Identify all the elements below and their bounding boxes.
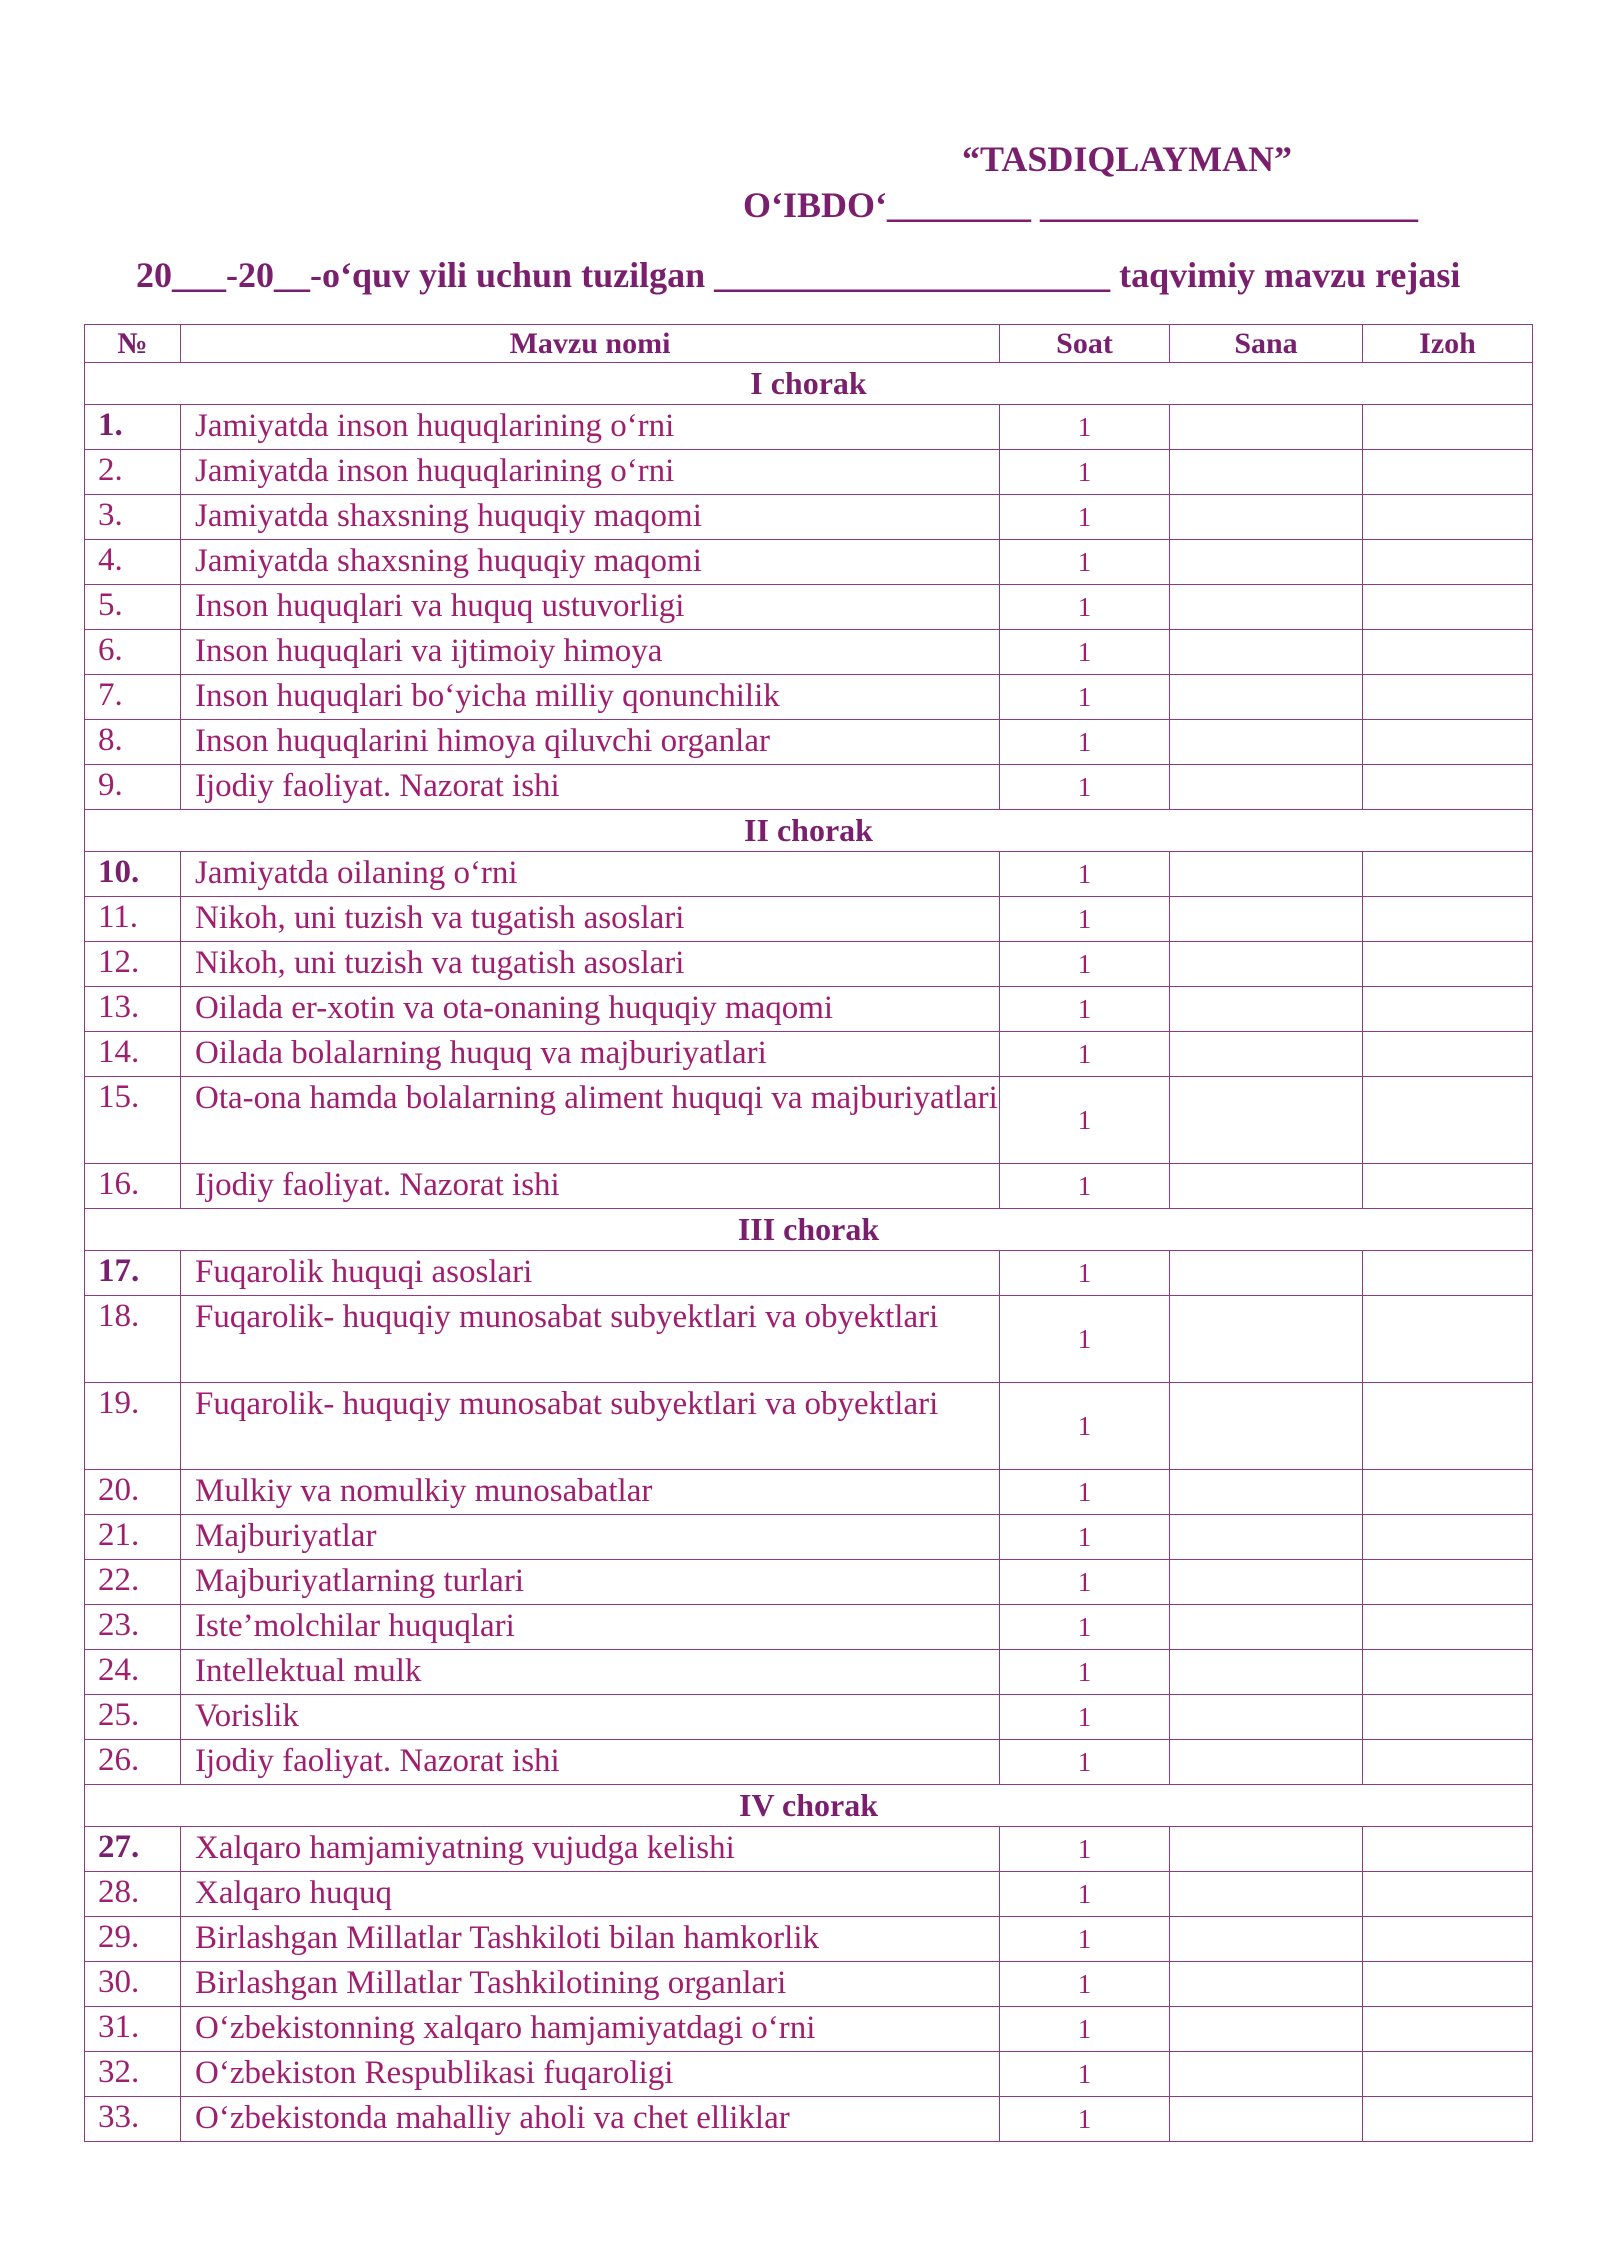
table-row: [85, 987, 1533, 1032]
table-row: [85, 2052, 1533, 2097]
lesson-date-cell: [1170, 1077, 1363, 1164]
lesson-number: 16.: [85, 1164, 181, 1209]
quarter-title: IV chorak: [85, 1785, 1533, 1827]
lesson-topic: Vorislik: [181, 1695, 1000, 1740]
lesson-date-cell: [1170, 2097, 1363, 2142]
lesson-note-cell: [1363, 1872, 1533, 1917]
lesson-number: 20.: [85, 1470, 181, 1515]
lesson-number: 7.: [85, 675, 181, 720]
lesson-date-cell: [1170, 405, 1363, 450]
lesson-number: 22.: [85, 1560, 181, 1605]
lesson-date-cell: [1170, 585, 1363, 630]
lesson-hours: 1: [1000, 495, 1170, 540]
lesson-date-cell: [1170, 2007, 1363, 2052]
quarter-title: II chorak: [85, 810, 1533, 852]
lesson-hours: 1: [1000, 942, 1170, 987]
lesson-topic: Birlashgan Millatlar Tashkilotining organlari: [181, 1962, 1000, 2007]
lesson-date-cell: [1170, 495, 1363, 540]
lesson-number: 28.: [85, 1872, 181, 1917]
table-row: [85, 1077, 1533, 1164]
lesson-date-cell: [1170, 1470, 1363, 1515]
lesson-note-cell: [1363, 1296, 1533, 1383]
table-row: [85, 1296, 1533, 1383]
lesson-date-cell: [1170, 1917, 1363, 1962]
lesson-hours: 1: [1000, 1560, 1170, 1605]
lesson-note-cell: [1363, 1032, 1533, 1077]
lesson-number: 1.: [85, 405, 181, 450]
lesson-note-cell: [1363, 630, 1533, 675]
lesson-note-cell: [1363, 1917, 1533, 1962]
lesson-note-cell: [1363, 897, 1533, 942]
lesson-hours: 1: [1000, 1962, 1170, 2007]
table-row: [85, 1917, 1533, 1962]
lesson-note-cell: [1363, 1515, 1533, 1560]
lesson-topic: Ijodiy faoliyat. Nazorat ishi: [181, 1164, 1000, 1209]
lesson-note-cell: [1363, 1077, 1533, 1164]
lesson-date-cell: [1170, 765, 1363, 810]
lesson-topic: Oilada bolalarning huquq va majburiyatlari: [181, 1032, 1000, 1077]
lesson-date-cell: [1170, 1251, 1363, 1296]
lesson-note-cell: [1363, 675, 1533, 720]
lesson-hours: 1: [1000, 450, 1170, 495]
lesson-hours: 1: [1000, 1296, 1170, 1383]
quarter-row: [85, 363, 1533, 405]
lesson-hours: 1: [1000, 720, 1170, 765]
lesson-date-cell: [1170, 897, 1363, 942]
lesson-hours: 1: [1000, 1650, 1170, 1695]
lesson-note-cell: [1363, 1383, 1533, 1470]
lesson-number: 26.: [85, 1740, 181, 1785]
lesson-hours: 1: [1000, 765, 1170, 810]
table-body: [85, 363, 1533, 2142]
lesson-number: 4.: [85, 540, 181, 585]
quarter-row: [85, 1209, 1533, 1251]
lesson-hours: 1: [1000, 1740, 1170, 1785]
table-row: [85, 1560, 1533, 1605]
quarter-row: [85, 810, 1533, 852]
lesson-hours: 1: [1000, 1605, 1170, 1650]
table-row: [85, 765, 1533, 810]
lesson-date-cell: [1170, 2052, 1363, 2097]
quarter-row: [85, 1785, 1533, 1827]
lesson-note-cell: [1363, 2052, 1533, 2097]
thematic-plan-table: [84, 324, 1533, 2142]
table-row: [85, 897, 1533, 942]
lesson-hours: 1: [1000, 852, 1170, 897]
lesson-topic: Jamiyatda shaxsning huquqiy maqomi: [181, 540, 1000, 585]
lesson-number: 17.: [85, 1251, 181, 1296]
lesson-topic: Inson huquqlari va huquq ustuvorligi: [181, 585, 1000, 630]
lesson-hours: 1: [1000, 1470, 1170, 1515]
table-row: [85, 1470, 1533, 1515]
lesson-number: 31.: [85, 2007, 181, 2052]
lesson-note-cell: [1363, 1827, 1533, 1872]
lesson-hours: 1: [1000, 1827, 1170, 1872]
lesson-note-cell: [1363, 1650, 1533, 1695]
lesson-note-cell: [1363, 405, 1533, 450]
table-row: [85, 1032, 1533, 1077]
lesson-topic: O‘zbekiston Respublikasi fuqaroligi: [181, 2052, 1000, 2097]
lesson-hours: 1: [1000, 1383, 1170, 1470]
lesson-topic: Ijodiy faoliyat. Nazorat ishi: [181, 765, 1000, 810]
lesson-number: 9.: [85, 765, 181, 810]
lesson-topic: Jamiyatda shaxsning huquqiy maqomi: [181, 495, 1000, 540]
lesson-number: 19.: [85, 1383, 181, 1470]
table-row: [85, 405, 1533, 450]
lesson-hours: 1: [1000, 675, 1170, 720]
table-row: [85, 2007, 1533, 2052]
lesson-number: 15.: [85, 1077, 181, 1164]
quarter-title: III chorak: [85, 1209, 1533, 1251]
lesson-number: 5.: [85, 585, 181, 630]
lesson-note-cell: [1363, 2007, 1533, 2052]
column-header-date: Sana: [1170, 325, 1363, 363]
table-row: [85, 1515, 1533, 1560]
table-row: [85, 852, 1533, 897]
lesson-number: 12.: [85, 942, 181, 987]
lesson-hours: 1: [1000, 2052, 1170, 2097]
lesson-date-cell: [1170, 720, 1363, 765]
table-row: [85, 1872, 1533, 1917]
lesson-topic: Fuqarolik- huquqiy munosabat subyektlari va obyektlari: [181, 1296, 1000, 1383]
lesson-note-cell: [1363, 1962, 1533, 2007]
lesson-topic: Mulkiy va nomulkiy munosabatlar: [181, 1470, 1000, 1515]
lesson-note-cell: [1363, 540, 1533, 585]
lesson-date-cell: [1170, 630, 1363, 675]
lesson-date-cell: [1170, 1695, 1363, 1740]
lesson-hours: 1: [1000, 1917, 1170, 1962]
quarter-title: I chorak: [85, 363, 1533, 405]
plan-title: 20___-20__-o‘quv yili uchun tuzilgan ______________________ taqvimiy mavzu rejasi: [136, 255, 1461, 295]
table-header-row: [85, 325, 1533, 363]
lesson-hours: 1: [1000, 405, 1170, 450]
lesson-hours: 1: [1000, 1872, 1170, 1917]
table-row: [85, 1605, 1533, 1650]
lesson-hours: 1: [1000, 585, 1170, 630]
lesson-note-cell: [1363, 1164, 1533, 1209]
lesson-number: 8.: [85, 720, 181, 765]
lesson-note-cell: [1363, 1695, 1533, 1740]
table-row: [85, 495, 1533, 540]
lesson-date-cell: [1170, 1872, 1363, 1917]
lesson-hours: 1: [1000, 1032, 1170, 1077]
column-header-note: Izoh: [1363, 325, 1533, 363]
lesson-number: 11.: [85, 897, 181, 942]
lesson-number: 3.: [85, 495, 181, 540]
lesson-date-cell: [1170, 450, 1363, 495]
lesson-topic: Nikoh, uni tuzish va tugatish asoslari: [181, 942, 1000, 987]
lesson-hours: 1: [1000, 1695, 1170, 1740]
table-row: [85, 1740, 1533, 1785]
lesson-date-cell: [1170, 1827, 1363, 1872]
approval-title: “TASDIQLAYMAN”: [962, 139, 1293, 179]
lesson-hours: 1: [1000, 1515, 1170, 1560]
lesson-topic: Inson huquqlari va ijtimoiy himoya: [181, 630, 1000, 675]
lesson-number: 18.: [85, 1296, 181, 1383]
lesson-topic: Fuqarolik huquqi asoslari: [181, 1251, 1000, 1296]
lesson-note-cell: [1363, 1251, 1533, 1296]
lesson-date-cell: [1170, 1383, 1363, 1470]
lesson-date-cell: [1170, 1164, 1363, 1209]
table-row: [85, 720, 1533, 765]
lesson-note-cell: [1363, 1470, 1533, 1515]
lesson-hours: 1: [1000, 2097, 1170, 2142]
lesson-topic: O‘zbekistonda mahalliy aholi va chet elliklar: [181, 2097, 1000, 2142]
lesson-topic: Nikoh, uni tuzish va tugatish asoslari: [181, 897, 1000, 942]
lesson-note-cell: [1363, 495, 1533, 540]
table-row: [85, 585, 1533, 630]
lesson-topic: Majburiyatlar: [181, 1515, 1000, 1560]
lesson-date-cell: [1170, 1962, 1363, 2007]
table-row: [85, 2097, 1533, 2142]
lesson-hours: 1: [1000, 897, 1170, 942]
lesson-note-cell: [1363, 765, 1533, 810]
column-header-hours: Soat: [1000, 325, 1170, 363]
lesson-topic: Fuqarolik- huquqiy munosabat subyektlari va obyektlari: [181, 1383, 1000, 1470]
table-row: [85, 1164, 1533, 1209]
lesson-date-cell: [1170, 987, 1363, 1032]
table-row: [85, 1695, 1533, 1740]
lesson-topic: O‘zbekistonning xalqaro hamjamiyatdagi o‘rni: [181, 2007, 1000, 2052]
approval-org-line: O‘IBDO‘________ _____________________: [743, 185, 1418, 225]
lesson-number: 32.: [85, 2052, 181, 2097]
lesson-note-cell: [1363, 720, 1533, 765]
lesson-note-cell: [1363, 1560, 1533, 1605]
lesson-note-cell: [1363, 2097, 1533, 2142]
column-header-number: №: [85, 325, 181, 363]
lesson-hours: 1: [1000, 2007, 1170, 2052]
table-row: [85, 1650, 1533, 1695]
lesson-date-cell: [1170, 852, 1363, 897]
lesson-date-cell: [1170, 1560, 1363, 1605]
lesson-number: 29.: [85, 1917, 181, 1962]
lesson-number: 27.: [85, 1827, 181, 1872]
lesson-number: 21.: [85, 1515, 181, 1560]
lesson-topic: Majburiyatlarning turlari: [181, 1560, 1000, 1605]
lesson-topic: Iste’molchilar huquqlari: [181, 1605, 1000, 1650]
lesson-note-cell: [1363, 1740, 1533, 1785]
lesson-hours: 1: [1000, 1251, 1170, 1296]
lesson-topic: Ijodiy faoliyat. Nazorat ishi: [181, 1740, 1000, 1785]
lesson-number: 6.: [85, 630, 181, 675]
lesson-topic: Intellektual mulk: [181, 1650, 1000, 1695]
lesson-hours: 1: [1000, 1164, 1170, 1209]
lesson-number: 14.: [85, 1032, 181, 1077]
lesson-date-cell: [1170, 1515, 1363, 1560]
lesson-date-cell: [1170, 1650, 1363, 1695]
lesson-topic: Xalqaro hamjamiyatning vujudga kelishi: [181, 1827, 1000, 1872]
table-row: [85, 942, 1533, 987]
column-header-topic: Mavzu nomi: [181, 325, 1000, 363]
lesson-hours: 1: [1000, 540, 1170, 585]
lesson-date-cell: [1170, 1740, 1363, 1785]
lesson-hours: 1: [1000, 1077, 1170, 1164]
table-row: [85, 540, 1533, 585]
lesson-topic: Jamiyatda oilaning o‘rni: [181, 852, 1000, 897]
table-row: [85, 630, 1533, 675]
table-row: [85, 450, 1533, 495]
lesson-number: 25.: [85, 1695, 181, 1740]
lesson-topic: Ota-ona hamda bolalarning aliment huquqi va majburiyatlari: [181, 1077, 1000, 1164]
lesson-note-cell: [1363, 987, 1533, 1032]
lesson-hours: 1: [1000, 630, 1170, 675]
lesson-topic: Jamiyatda inson huquqlarining o‘rni: [181, 450, 1000, 495]
lesson-number: 23.: [85, 1605, 181, 1650]
lesson-topic: Birlashgan Millatlar Tashkiloti bilan hamkorlik: [181, 1917, 1000, 1962]
lesson-number: 13.: [85, 987, 181, 1032]
lesson-note-cell: [1363, 942, 1533, 987]
lesson-date-cell: [1170, 540, 1363, 585]
lesson-topic: Inson huquqlarini himoya qiluvchi organlar: [181, 720, 1000, 765]
lesson-note-cell: [1363, 450, 1533, 495]
lesson-note-cell: [1363, 585, 1533, 630]
table-row: [85, 1383, 1533, 1470]
lesson-date-cell: [1170, 1032, 1363, 1077]
lesson-hours: 1: [1000, 987, 1170, 1032]
lesson-number: 24.: [85, 1650, 181, 1695]
lesson-date-cell: [1170, 675, 1363, 720]
table-row: [85, 1962, 1533, 2007]
lesson-topic: Jamiyatda inson huquqlarining o‘rni: [181, 405, 1000, 450]
lesson-note-cell: [1363, 852, 1533, 897]
lesson-topic: Xalqaro huquq: [181, 1872, 1000, 1917]
lesson-topic: Inson huquqlari bo‘yicha milliy qonunchilik: [181, 675, 1000, 720]
lesson-number: 10.: [85, 852, 181, 897]
lesson-date-cell: [1170, 1605, 1363, 1650]
table-row: [85, 1251, 1533, 1296]
lesson-number: 30.: [85, 1962, 181, 2007]
lesson-date-cell: [1170, 1296, 1363, 1383]
table-row: [85, 1827, 1533, 1872]
lesson-number: 33.: [85, 2097, 181, 2142]
lesson-topic: Oilada er-xotin va ota-onaning huquqiy maqomi: [181, 987, 1000, 1032]
lesson-number: 2.: [85, 450, 181, 495]
lesson-note-cell: [1363, 1605, 1533, 1650]
table-row: [85, 675, 1533, 720]
lesson-date-cell: [1170, 942, 1363, 987]
